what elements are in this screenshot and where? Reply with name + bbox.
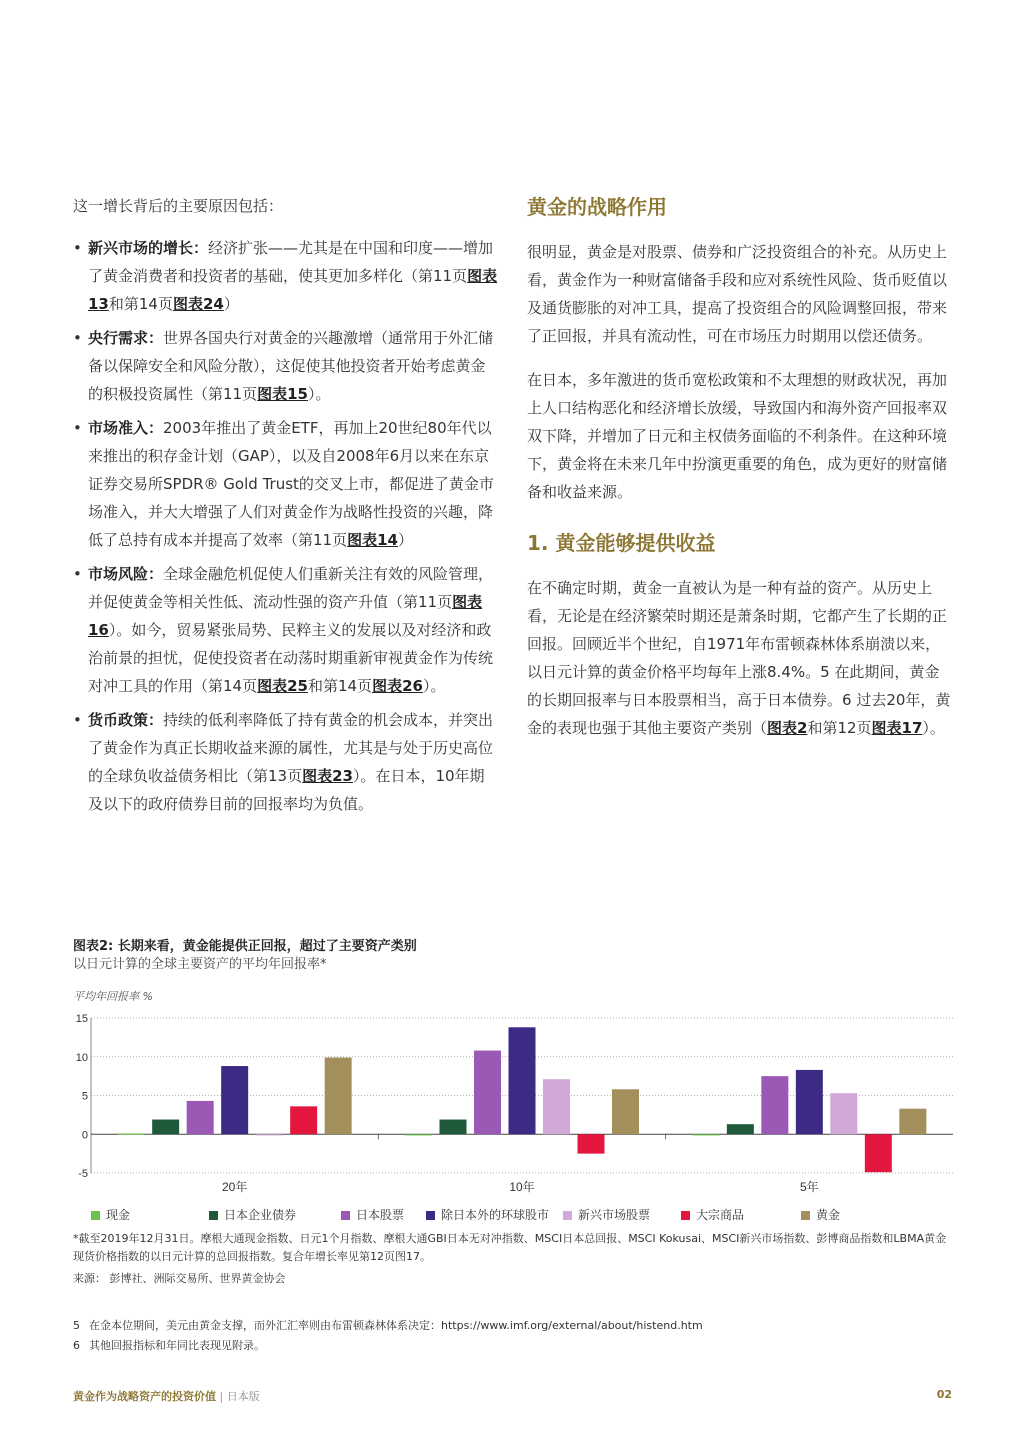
body-text: ）。在日本，10年期及以下的政府债券目前的回报率均为负值。 — [88, 767, 485, 813]
bar-1-1 — [440, 1120, 467, 1135]
bar-2-3 — [796, 1070, 823, 1134]
bullet-title: 央行需求： — [88, 329, 164, 347]
bullet-dot-icon: • — [73, 419, 82, 437]
legend-swatch-icon — [426, 1211, 435, 1220]
chart-note: *截至2019年12月31日。摩根大通现金指数、日元1个月指数、摩根大通GBI日本无对冲指数、MSCI日本总回报、MSCI Kokusai、MSCI新兴市场指数、彭博商品指数和LBMA黄金现货价格指数的以日元计算的总回报指数。复合年增长率见第12页图17。 — [73, 1232, 947, 1263]
legend-swatch-icon — [341, 1211, 350, 1220]
y-tick-label: 10 — [75, 1051, 88, 1064]
chart-reference-link[interactable]: 图表15 — [257, 385, 308, 403]
chart-reference-link[interactable]: 图表25 — [257, 677, 308, 695]
footnote — [73, 1316, 953, 1336]
bar-1-0 — [405, 1134, 432, 1135]
bar-1-2 — [474, 1051, 501, 1135]
body-text: 和第14页 — [307, 677, 373, 695]
legend-swatch-icon — [801, 1211, 810, 1220]
legend-item — [341, 1206, 404, 1223]
bar-0-6 — [325, 1058, 352, 1135]
chart-reference-link[interactable]: 图表2 — [767, 719, 808, 737]
bar-2-0 — [692, 1134, 719, 1135]
bullet-item — [73, 234, 498, 318]
legend-swatch-icon — [209, 1211, 218, 1220]
bullet-item — [73, 324, 498, 408]
bullet-title: 市场风险： — [88, 565, 164, 583]
bullet-dot-icon: • — [73, 329, 82, 347]
legend-label: 大宗商品 — [696, 1208, 745, 1222]
body-text: ）。 — [922, 719, 945, 737]
legend-swatch-icon — [91, 1211, 100, 1220]
x-category-label: 5年 — [799, 1180, 819, 1194]
page-number: 02 — [936, 1388, 952, 1401]
bar-2-5 — [865, 1134, 892, 1172]
legend-label: 除日本外的环球股市 — [441, 1208, 550, 1222]
body-text: ）。 — [422, 677, 446, 695]
legend-label: 新兴市场股票 — [578, 1208, 651, 1222]
body-text: ）。 — [307, 385, 331, 403]
legend-item — [426, 1206, 549, 1223]
legend-item — [91, 1206, 130, 1223]
chart-reference-link[interactable]: 图表14 — [347, 531, 398, 549]
bar-2-2 — [761, 1076, 788, 1134]
chart-subtitle: 以日元计算的全球主要资产的平均年回报率* — [73, 957, 327, 972]
section-title-returns: 1. 黄金能够提供收益 — [527, 531, 716, 555]
bar-1-3 — [509, 1027, 536, 1134]
bar-0-4 — [256, 1134, 283, 1135]
bar-2-6 — [899, 1109, 926, 1135]
bar-0-3 — [221, 1066, 248, 1134]
footer-report-title: 黄金作为战略资产的投资价值 — [73, 1390, 216, 1403]
left-column — [73, 192, 498, 824]
bar-1-6 — [612, 1089, 639, 1134]
chart-y-axis-label: 平均年回报率 % — [73, 990, 153, 1003]
legend-swatch-icon — [681, 1211, 690, 1220]
legend-label: 日本股票 — [356, 1208, 405, 1222]
bar-0-1 — [152, 1120, 179, 1135]
footer-edition: 日本版 — [226, 1390, 260, 1403]
chart-title: 图表2: 长期来看，黄金能提供正回报，超过了主要资产类别 — [73, 939, 417, 954]
x-category-label: 20年 — [221, 1180, 248, 1194]
footnote-text: 在金本位期间，美元由黄金支撑，而外汇汇率则由布雷顿森林体系决定：https://www.imf.org/external/about/histend.htm — [89, 1319, 703, 1332]
intro-text: 这一增长背后的主要原因包括： — [73, 197, 284, 215]
bullet-title: 货币政策： — [88, 711, 164, 729]
body-text: 2003年推出了黄金ETF，再加上20世纪80年代以来推出的积存金计划（GAP），以及自2008年6月以来在东京证券交易所SPDR® Gold Trust的交叉上市，都促进了黄金市场准入，并大大增强了人们对黄金作为战略性投资的兴趣，降低了总持有成本并提高了效率（第11页 — [88, 419, 494, 549]
legend-item — [209, 1206, 296, 1223]
bullet-item — [73, 414, 498, 554]
body-text: ） — [223, 295, 239, 313]
footer-separator: | — [216, 1390, 227, 1403]
bullet-dot-icon: • — [73, 239, 82, 257]
x-category-label: 10年 — [509, 1180, 535, 1194]
legend-swatch-icon — [563, 1211, 572, 1220]
footnote-number: 5 — [73, 1319, 80, 1332]
bar-0-0 — [118, 1133, 145, 1134]
legend-label: 日本企业债券 — [224, 1208, 297, 1222]
body-text: 经济扩张——尤其是在中国和印度——增加了黄金消费者和投资者的基础，使其更加多样化（第11页 — [88, 239, 494, 285]
legend-item — [563, 1206, 650, 1223]
body-text: 在不确定时期，黄金一直被认为是一种有益的资产。从历史上看，无论是在经济繁荣时期还是萧条时期，它都产生了长期的正回报。回顾近半个世纪，自1971年布雷顿森林体系崩溃以来，以日元计算的黄金价格平均每年上涨8.4%。5 在此期间，黄金的长期回报率与日本股票相当，高于日本债券。6 过去20年，黄金的表现也强于其他主要资产类别（ — [527, 579, 951, 737]
paragraph: 很明显，黄金是对股票、债券和广泛投资组合的补充。从历史上看，黄金作为一种财富储备手段和应对系统性风险、货币贬值以及通货膨胀的对冲工具，提高了投资组合的风险调整回报，带来了正回报，并具有流动性，可在市场压力时期用以偿还债务。 — [527, 243, 948, 345]
body-text: ）。如今，贸易紧张局势、民粹主义的发展以及对经济和政治前景的担忧，促使投资者在动荡时期重新审视黄金作为传统对冲工具的作用（第14页 — [88, 621, 494, 695]
y-tick-label: -5 — [78, 1168, 88, 1180]
body-text: 和第12页 — [807, 719, 872, 737]
chart-reference-link[interactable]: 图表17 — [871, 719, 923, 737]
footnote-text: 其他回报指标和年同比表现见附录。 — [89, 1339, 265, 1352]
bullet-dot-icon: • — [73, 565, 82, 583]
body-text: 世界各国央行对黄金的兴趣激增（通常用于外汇储备以保障安全和风险分散），这促使其他投资者开始考虑黄金的积极投资属性（第11页 — [88, 329, 494, 403]
chart-reference-link[interactable]: 图表26 — [372, 677, 423, 695]
bar-2-4 — [830, 1093, 857, 1134]
paragraph: 在日本，多年激进的货币宽松政策和不太理想的财政状况，再加上人口结构恶化和经济增长放缓，导致国内和海外资产回报率双双下降，并增加了日元和主权债务面临的不利条件。在这种环境下，黄金将在未来几年中扮演更重要的角色，成为更好的财富储备和收益来源。 — [527, 371, 948, 501]
body-text: 全球金融危机促使人们重新关注有效的风险管理，并促使黄金等相关性低、流动性强的资产升值（第11页 — [88, 565, 494, 611]
bar-1-4 — [543, 1079, 570, 1134]
bullet-title: 新兴市场的增长： — [88, 239, 209, 257]
legend-item — [681, 1206, 744, 1223]
bar-1-5 — [578, 1134, 605, 1153]
chart-reference-link[interactable]: 图表16 — [88, 593, 483, 639]
chart-reference-link[interactable]: 图表23 — [302, 767, 353, 785]
chart-block — [73, 938, 953, 1285]
footnote — [73, 1336, 953, 1356]
y-tick-label: 15 — [75, 1013, 88, 1025]
legend-label: 现金 — [106, 1208, 131, 1222]
y-tick-label: 5 — [81, 1090, 88, 1103]
bullet-dot-icon: • — [73, 711, 82, 729]
bar-0-2 — [187, 1101, 214, 1134]
right-column — [527, 192, 952, 758]
chart-source: 来源： 彭博社、洲际交易所、世界黄金协会 — [73, 1272, 286, 1285]
bullet-item — [73, 560, 498, 700]
page-footer — [73, 1388, 260, 1404]
chart-reference-link[interactable]: 图表24 — [172, 295, 224, 313]
y-tick-label: 0 — [81, 1129, 88, 1142]
body-text: 持续的低利率降低了持有黄金的机会成本，并突出了黄金作为真正长期收益来源的属性，尤其是与处于历史高位的全球负收益债务相比（第13页 — [88, 711, 494, 785]
bullet-item — [73, 706, 498, 818]
paragraph — [527, 574, 952, 742]
bar-chart — [73, 1008, 953, 1198]
section-title-strategic-role: 黄金的战略作用 — [527, 195, 667, 219]
chart-reference-link[interactable]: 图表13 — [88, 267, 498, 313]
legend-item — [801, 1206, 840, 1223]
bullet-list — [73, 234, 498, 818]
bullet-title: 市场准入： — [88, 419, 164, 437]
bar-2-1 — [727, 1124, 754, 1134]
bar-0-5 — [290, 1106, 317, 1134]
body-text: 和第14页 — [108, 295, 173, 313]
legend-label: 黄金 — [816, 1208, 841, 1222]
footnote-number: 6 — [73, 1339, 80, 1352]
body-text: ） — [397, 531, 413, 549]
footnotes — [73, 1316, 953, 1356]
